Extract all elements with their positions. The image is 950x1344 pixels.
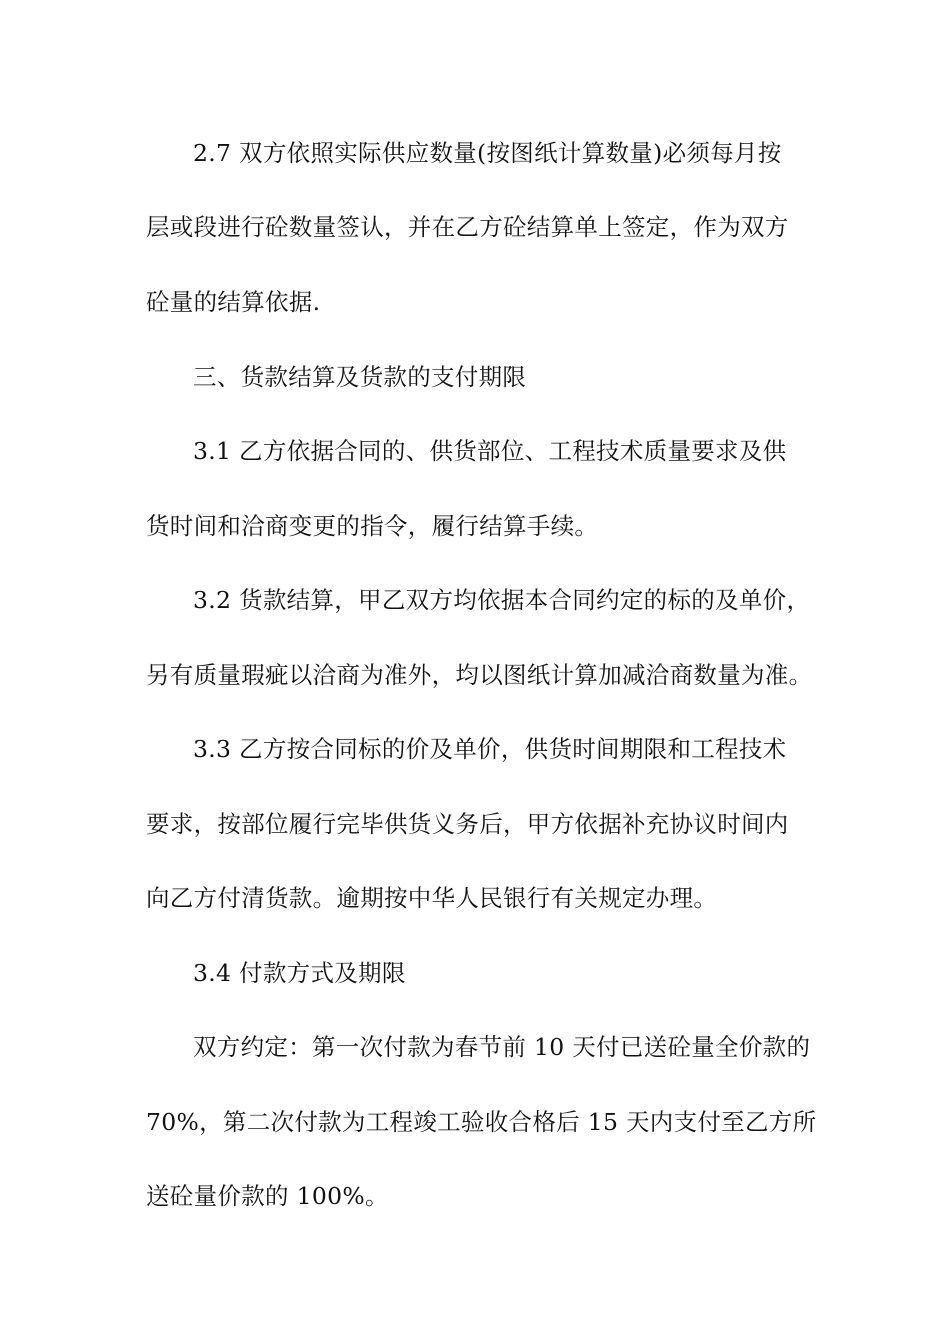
clause-3-3-line-3: 向乙方付清货款。逾期按中华人民银行有关规定办理。 [146,884,718,912]
payment-terms-line-1: 双方约定：第一次付款为春节前 10 天付已送砼量全价款的 [193,1033,811,1061]
clause-3-1-line-2: 货时间和洽商变更的指令，履行结算手续。 [146,512,599,540]
clause-2-7-line-2: 层或段进行砼数量签认，并在乙方砼结算单上签定，作为双方 [146,213,789,241]
clause-2-7-line-3: 砼量的结算依据. [146,288,321,316]
clause-3-4-heading: 3.4 付款方式及期限 [193,959,406,987]
clause-3-1-line-1: 3.1 乙方依据合同的、供货部位、工程技术质量要求及供 [193,437,787,465]
payment-terms-line-3: 送砼量价款的 100%。 [146,1182,389,1210]
clause-3-2-line-2: 另有质量瑕疵以洽商为准外，均以图纸计算加减洽商数量为准。 [146,661,813,689]
payment-terms-line-2: 70%，第二次付款为工程竣工验收合格后 15 天内支付至乙方所 [146,1108,817,1136]
clause-2-7-line-1: 2.7 双方依照实际供应数量(按图纸计算数量)必须每月按 [193,139,782,167]
clause-3-3-line-2: 要求，按部位履行完毕供货义务后，甲方依据补充协议时间内 [146,810,789,838]
section-3-heading: 三、货款结算及货款的支付期限 [193,363,527,391]
clause-3-2-line-1: 3.2 货款结算，甲乙双方均依据本合同约定的标的及单价， [193,586,811,614]
clause-3-3-line-1: 3.3 乙方按合同标的价及单价，供货时间期限和工程技术 [193,735,787,763]
